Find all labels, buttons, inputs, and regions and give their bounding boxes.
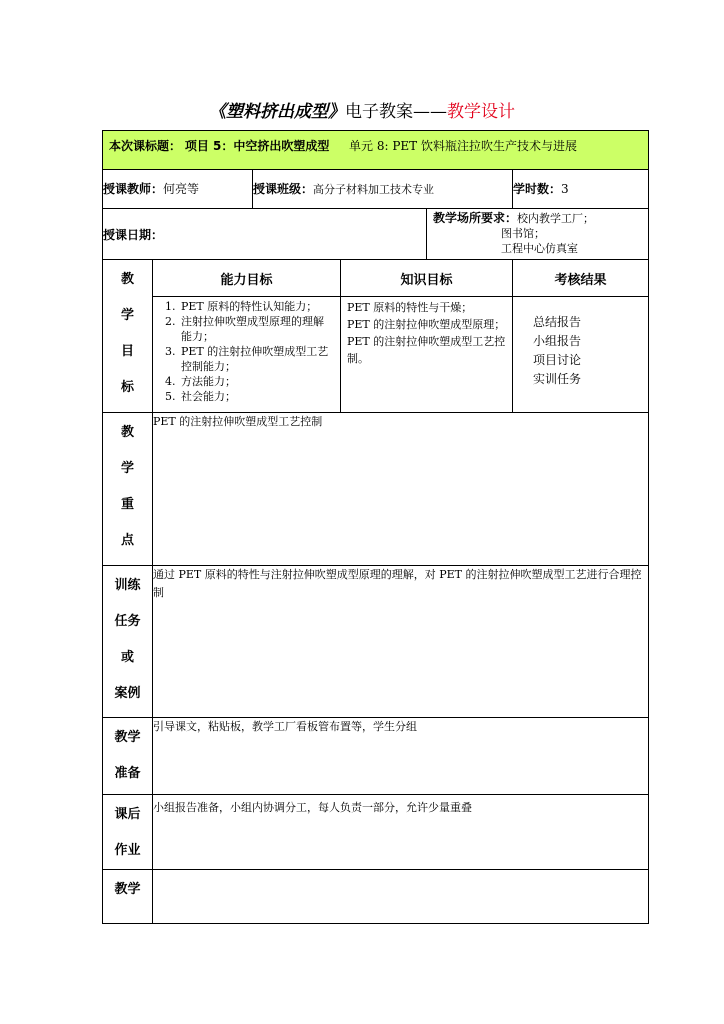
list-item: PET 的注射拉伸吹塑成型工艺控制。 [347,335,506,365]
teaching-text [153,870,649,924]
focus-text: PET 的注射拉伸吹塑成型工艺控制 [153,413,649,566]
list-item: 项目讨论 [533,353,582,367]
col-assessment-heading: 考核结果 [554,272,607,288]
preparation-text: 引导课文，粘贴板，教学工厂看板管布置等，学生分组 [153,718,649,795]
header-project: 项目 5：中空挤出吹塑成型 [184,139,330,153]
list-item: 5. 社会能力； [179,389,334,404]
teaching-row [103,870,649,924]
teaching-side-label: 教学 [103,870,153,924]
header-label: 本次课标题： [109,139,182,153]
objectives-header-row [103,260,649,297]
list-item: 小组报告 [533,334,582,348]
list-item: PET 原料的特性与干燥； [347,301,473,314]
list-item: 3. PET 的注射拉伸吹塑成型工艺控制能力； [179,344,334,374]
venue-item-2: 图书馆； [501,227,545,240]
list-item: 实训任务 [533,372,582,386]
focus-row [103,413,649,566]
list-item: 4. 方法能力； [179,374,334,389]
focus-side-label: 教 学 重 点 [103,413,153,566]
teacher-label: 授课教师： [103,182,164,196]
preparation-side-label: 教学 准备 [103,718,153,795]
venue-label: 教学场所要求： [433,211,518,225]
homework-text: 小组报告准备，小组内协调分工，每人负责一部分，允许少量重叠 [153,795,649,870]
col-knowledge-heading: 知识目标 [400,272,453,288]
col-ability-heading: 能力目标 [220,272,273,288]
header-unit: 单元 8: PET 饮料瓶注拉吹生产技术与进展 [349,139,577,153]
preparation-row [103,718,649,795]
list-item: 2. 注射拉伸吹塑成型原理的理解能力； [179,314,334,344]
teacher-row [103,170,649,209]
knowledge-list [341,297,512,369]
class-label: 授课班级： [253,182,314,196]
class-value: 高分子材料加工技术专业 [313,183,435,196]
list-item: 总结报告 [533,315,582,329]
assessment-list [513,297,648,389]
objectives-content-row [103,297,649,413]
tasks-row [103,566,649,718]
date-row [103,209,649,260]
hours-label: 学时数： [513,182,562,196]
homework-side-label: 课后 作业 [103,795,153,870]
list-item: 1. PET 原料的特性认知能力； [179,299,334,314]
venue-item-1: 校内教学工厂； [517,212,595,225]
lesson-plan-table [102,130,649,924]
objectives-side-label: 教 学 目 标 [103,260,153,413]
document-title [0,100,724,124]
tasks-text: 通过 PET 原料的特性与注射拉伸吹塑成型原理的理解，对 PET 的注射拉伸吹塑成型工艺进行合理控制 [153,566,649,718]
title-highlight: 教学设计 [447,102,515,122]
hours-value: 3 [561,182,569,196]
tasks-side-label: 训练 任务 或 案例 [103,566,153,718]
title-book: 《塑料挤出成型》 [209,102,345,122]
ability-list [153,297,340,404]
homework-row [103,795,649,870]
date-label: 授课日期： [103,227,164,242]
teacher-value: 何亮等 [163,182,200,196]
title-middle: 电子教案—— [345,102,447,122]
header-row [103,131,649,170]
list-item: PET 的注射拉伸吹塑成型原理； [347,318,506,331]
venue-item-3: 工程中心仿真室 [501,242,578,255]
